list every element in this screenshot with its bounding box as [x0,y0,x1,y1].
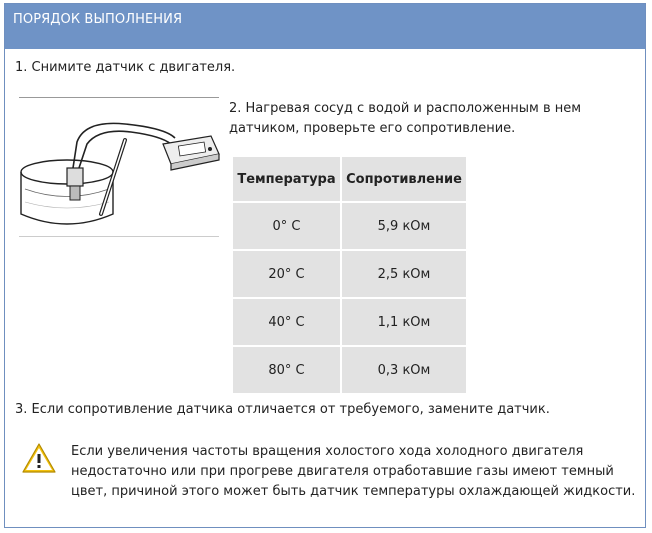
column-header-temperature: Температура [233,157,340,201]
temperature-cell: 20° C [233,251,340,297]
sensor-in-water-illustration [15,114,221,236]
temperature-cell: 80° C [233,347,340,393]
step-3-text: 3. Если сопротивление датчика отличается от требуемого, замените датчик. [15,402,550,417]
illustration-divider [19,97,219,98]
table-row [233,203,466,249]
resistance-cell: 5,9 кОм [342,203,466,249]
column-header-resistance: Сопротивление [342,157,466,201]
step-2-text: 2. Нагревая сосуд с водой и расположенным в нем датчиком, проверьте его сопротивление. [229,101,582,136]
temperature-cell: 0° C [233,203,340,249]
resistance-cell: 1,1 кОм [342,299,466,345]
table-header-row [233,157,466,201]
table-row [233,251,466,297]
illustration-bottom-line [19,236,219,237]
resistance-cell: 2,5 кОм [342,251,466,297]
warning-text: Если увеличения частоты вращения холостого хода холодного двигателя недостаточно или при прогреве двигателя отработавшие газы имеют темный цвет, причиной этого может быть датчик температуры охлаждающей жидкости. [71,444,636,499]
step-1-text: 1. Снимите датчик с двигателя. [15,60,236,75]
temperature-cell: 40° C [233,299,340,345]
resistance-cell: 0,3 кОм [342,347,466,393]
warning-icon [21,442,57,474]
procedure-panel [4,3,646,528]
panel-header [5,4,645,49]
panel-title: ПОРЯДОК ВЫПОЛНЕНИЯ [13,12,183,27]
resistance-table [231,155,468,395]
table-row [233,347,466,393]
table-row [233,299,466,345]
